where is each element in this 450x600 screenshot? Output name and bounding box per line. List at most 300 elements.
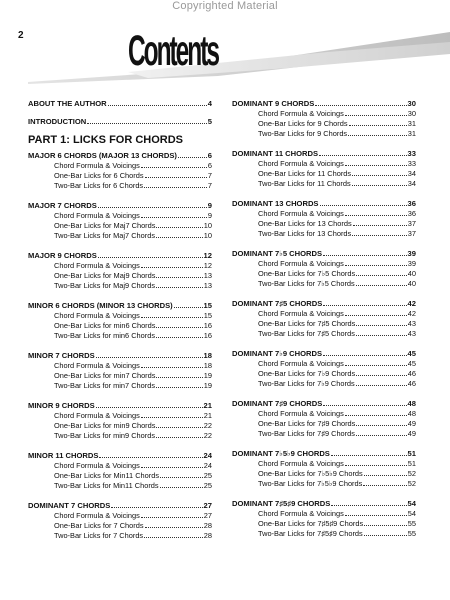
toc-entry-label: One-Bar Licks for 9 Chords xyxy=(258,119,348,128)
dot-leader xyxy=(319,149,406,156)
toc-entry-label: Two-Bar Licks for 11 Chords xyxy=(258,179,351,188)
toc-entry-label: MAJOR 6 CHORDS (MAJOR 13 CHORDS) xyxy=(28,151,177,160)
toc-sub-entry xyxy=(28,411,212,421)
toc-sub-entry xyxy=(232,159,416,169)
dot-leader xyxy=(353,219,407,226)
toc-entry-label: DOMINANT 11 CHORDS xyxy=(232,149,319,158)
toc-sub-entry xyxy=(232,459,416,469)
toc-entry-page: 28 xyxy=(203,531,212,540)
toc-section-heading xyxy=(28,201,212,211)
dot-leader xyxy=(363,479,406,486)
toc-entry-label: Chord Formula & Voicings xyxy=(258,159,344,168)
toc-section xyxy=(28,401,212,441)
dot-leader xyxy=(364,519,407,526)
toc-entry-page: 51 xyxy=(407,449,416,458)
dot-leader xyxy=(356,279,407,286)
dot-leader xyxy=(144,531,203,538)
toc-entry-label: Two-Bar Licks for Maj9 Chords xyxy=(54,281,156,290)
toc-entry-page: 33 xyxy=(407,149,416,158)
toc-section xyxy=(232,149,416,189)
toc-section xyxy=(28,201,212,241)
toc-left-column xyxy=(28,99,212,551)
toc-entry-label: Two-Bar Licks for Maj7 Chords xyxy=(54,231,156,240)
toc-section xyxy=(232,99,416,139)
dot-leader xyxy=(345,209,407,216)
dot-leader xyxy=(96,351,203,358)
toc-sub-entry xyxy=(28,431,212,441)
dot-leader xyxy=(111,501,202,508)
toc-entry-label: Chord Formula & Voicings xyxy=(54,361,140,370)
toc-sub-entry xyxy=(28,171,212,181)
toc-sub-entry xyxy=(232,219,416,229)
toc-entry-label: One-Bar Licks for Maj7 Chords xyxy=(54,221,156,230)
toc-entry-label: Chord Formula & Voicings xyxy=(54,411,140,420)
dot-leader xyxy=(331,449,407,456)
dot-leader xyxy=(141,361,203,368)
toc-entry-label: Chord Formula & Voicings xyxy=(54,211,140,220)
toc-section-heading xyxy=(28,151,212,161)
toc-entry-label: One-Bar Licks for 7♯9 Chords xyxy=(258,419,356,428)
toc-section-heading xyxy=(232,299,416,309)
dot-leader xyxy=(156,431,203,438)
toc-section xyxy=(232,449,416,489)
toc-section-heading xyxy=(232,249,416,259)
toc-entry-label: DOMINANT 7♭5♭9 CHORDS xyxy=(232,449,330,458)
toc-section xyxy=(28,251,212,291)
toc-sub-entry xyxy=(28,531,212,541)
toc-sub-entry xyxy=(28,481,212,491)
toc-sub-entry xyxy=(232,269,416,279)
toc-entry-page: 52 xyxy=(407,469,416,478)
toc-entry-label: Two-Bar Licks for 7 Chords xyxy=(54,531,144,540)
dot-leader xyxy=(349,119,407,126)
dot-leader xyxy=(99,451,202,458)
toc-entry-page: 13 xyxy=(203,271,212,280)
toc-entry-label: Chord Formula & Voicings xyxy=(258,209,344,218)
toc-section xyxy=(232,499,416,539)
dot-leader xyxy=(331,499,406,506)
toc-entry-label: Two-Bar Licks for 13 Chords xyxy=(258,229,352,238)
toc-entry-label: Chord Formula & Voicings xyxy=(258,309,344,318)
toc-entry-page: 12 xyxy=(203,251,212,260)
toc-sub-entry xyxy=(232,109,416,119)
toc-sub-entry xyxy=(28,271,212,281)
dot-leader xyxy=(345,409,407,416)
toc-entry-page: 15 xyxy=(203,311,212,320)
dot-leader xyxy=(98,201,207,208)
toc-entry-page: 52 xyxy=(407,479,416,488)
toc-entry-page: 48 xyxy=(407,409,416,418)
toc-entry-label: Two-Bar Licks for 7♯5♯9 Chords xyxy=(258,529,363,538)
toc-section xyxy=(28,301,212,341)
toc-entry-page: 42 xyxy=(407,309,416,318)
dot-leader xyxy=(315,99,406,106)
toc-entry-page: 55 xyxy=(407,529,416,538)
toc-sub-entry xyxy=(28,161,212,171)
dot-leader xyxy=(345,109,407,116)
toc-sub-entry xyxy=(232,419,416,429)
toc-sub-entry xyxy=(232,509,416,519)
toc-section-heading xyxy=(28,451,212,461)
toc-entry-label: Chord Formula & Voicings xyxy=(258,509,344,518)
toc-section xyxy=(232,349,416,389)
toc-entry-page: 25 xyxy=(203,481,212,490)
toc-sub-entry xyxy=(232,529,416,539)
toc-entry-label: MINOR 7 CHORDS xyxy=(28,351,95,360)
toc-section-heading xyxy=(28,401,212,411)
toc-entry-page: 25 xyxy=(203,471,212,480)
toc-entry-label: One-Bar Licks for 7♭5 Chords xyxy=(258,269,356,278)
toc-entry-label: DOMINANT 7 CHORDS xyxy=(28,501,111,510)
toc-entry-page: 16 xyxy=(203,331,212,340)
toc-entry-page: 36 xyxy=(407,209,416,218)
toc-entry-page: 40 xyxy=(407,269,416,278)
dot-leader xyxy=(348,129,407,136)
toc-entry-label: One-Bar Licks for Min11 Chords xyxy=(54,471,160,480)
toc-entry-label: Two-Bar Licks for 7♯5 Chords xyxy=(258,329,355,338)
toc-entry-page: 5 xyxy=(207,117,212,126)
banner-swoosh-graphic xyxy=(28,22,450,84)
toc-entry-page: 46 xyxy=(407,379,416,388)
dot-leader xyxy=(356,429,407,436)
toc-entry-page: 22 xyxy=(203,421,212,430)
toc-entry-page: 9 xyxy=(207,201,212,210)
toc-entry-label: MINOR 9 CHORDS xyxy=(28,401,95,410)
toc-entry-page: 37 xyxy=(407,219,416,228)
toc-entry-label: One-Bar Licks for 7♭9 Chords xyxy=(258,369,356,378)
toc-sub-entry xyxy=(232,309,416,319)
toc-entry-page: 21 xyxy=(203,401,212,410)
toc-sub-entry xyxy=(232,279,416,289)
toc-entry-label: DOMINANT 9 CHORDS xyxy=(232,99,315,108)
toc-entry-page: 7 xyxy=(207,171,212,180)
toc-entry-label: Chord Formula & Voicings xyxy=(258,109,344,118)
toc-sub-entry xyxy=(28,361,212,371)
dot-leader xyxy=(156,281,203,288)
toc-entry-page: 24 xyxy=(203,461,212,470)
toc-section-heading xyxy=(28,501,212,511)
toc-sub-entry xyxy=(28,381,212,391)
toc-sub-entry xyxy=(232,119,416,129)
toc-entry-page: 31 xyxy=(407,129,416,138)
toc-sub-entry xyxy=(28,211,212,221)
dot-leader xyxy=(323,249,406,256)
toc-entry-page: 28 xyxy=(203,521,212,530)
dot-leader xyxy=(141,461,203,468)
toc-entry-page: 54 xyxy=(407,499,416,508)
dot-leader xyxy=(345,509,407,516)
dot-leader xyxy=(156,221,202,228)
toc-entry-page: 33 xyxy=(407,159,416,168)
toc-entry-label: Chord Formula & Voicings xyxy=(258,259,344,268)
toc-entry-page: 30 xyxy=(407,99,416,108)
dot-leader xyxy=(141,511,203,518)
toc-entry-label: Chord Formula & Voicings xyxy=(54,311,140,320)
dot-leader xyxy=(345,159,407,166)
toc-entry-label: MINOR 11 CHORDS xyxy=(28,451,99,460)
toc-entry-page: 39 xyxy=(407,249,416,258)
toc-section xyxy=(232,199,416,239)
toc-section-heading xyxy=(28,351,212,361)
toc-entry-page: 12 xyxy=(203,261,212,270)
toc-entry-page: 48 xyxy=(407,399,416,408)
toc-top-entry xyxy=(28,99,212,109)
toc-entry-page: 24 xyxy=(203,451,212,460)
dot-leader xyxy=(156,231,203,238)
toc-entry-page: 10 xyxy=(203,221,212,230)
toc-sub-entry xyxy=(28,181,212,191)
toc-sub-entry xyxy=(232,169,416,179)
toc-section-heading xyxy=(232,99,416,109)
toc-entry-label: DOMINANT 7♭5 CHORDS xyxy=(232,249,323,258)
toc-entry-label: MAJOR 9 CHORDS xyxy=(28,251,97,260)
toc-entry-page: 40 xyxy=(407,279,416,288)
dot-leader xyxy=(145,171,207,178)
dot-leader xyxy=(98,251,203,258)
dot-leader xyxy=(364,529,407,536)
toc-entry-label: One-Bar Licks for 6 Chords xyxy=(54,171,144,180)
toc-entry-label: One-Bar Licks for min9 Chords xyxy=(54,421,156,430)
toc-sub-entry xyxy=(232,409,416,419)
toc-section-heading xyxy=(232,399,416,409)
part-heading: PART 1: LICKS FOR CHORDS xyxy=(28,134,184,146)
toc-entry-page: 55 xyxy=(407,519,416,528)
toc-entry-label: Two-Bar Licks for 6 Chords xyxy=(54,181,144,190)
toc-entry-page: 30 xyxy=(407,109,416,118)
dot-leader xyxy=(141,161,207,168)
toc-entry-label: One-Bar Licks for Maj9 Chords xyxy=(54,271,156,280)
toc-section-heading xyxy=(232,449,416,459)
dot-leader xyxy=(352,169,407,176)
toc-sub-entry xyxy=(28,231,212,241)
toc-sub-entry xyxy=(28,321,212,331)
toc-entry-page: 21 xyxy=(203,411,212,420)
toc-section-heading xyxy=(232,499,416,509)
toc-entry-label: DOMINANT 7♭9 CHORDS xyxy=(232,349,323,358)
toc-entry-page: 4 xyxy=(207,99,212,108)
dot-leader xyxy=(87,117,207,124)
toc-entry-page: 9 xyxy=(207,211,212,220)
toc-entry-label: One-Bar Licks for min7 Chords xyxy=(54,371,156,380)
toc-entry-label: Two-Bar Licks for 7♭5 Chords xyxy=(258,279,355,288)
title-banner xyxy=(28,22,450,84)
dot-leader xyxy=(356,269,407,276)
toc-sub-entry xyxy=(28,261,212,271)
toc-sub-entry xyxy=(232,469,416,479)
toc-entry-label: ABOUT THE AUTHOR xyxy=(28,99,107,108)
toc-sub-entry xyxy=(28,421,212,431)
toc-entry-page: 18 xyxy=(203,361,212,370)
toc-entry-label: Two-Bar Licks for 7♯9 Chords xyxy=(258,429,355,438)
toc-entry-page: 45 xyxy=(407,359,416,368)
toc-sub-entry xyxy=(232,429,416,439)
toc-entry-page: 6 xyxy=(207,161,212,170)
dot-leader xyxy=(356,419,406,426)
toc-entry-page: 37 xyxy=(407,229,416,238)
toc-entry-label: Two-Bar Licks for 7♭9 Chords xyxy=(258,379,355,388)
dot-leader xyxy=(364,469,407,476)
toc-entry-page: 10 xyxy=(203,231,212,240)
dot-leader xyxy=(108,99,207,106)
toc-entry-page: 19 xyxy=(203,371,212,380)
dot-leader xyxy=(356,319,406,326)
toc-entry-label: MAJOR 7 CHORDS xyxy=(28,201,97,210)
toc-sub-entry xyxy=(232,129,416,139)
toc-section-heading xyxy=(232,349,416,359)
toc-entry-page: 49 xyxy=(407,419,416,428)
dot-leader xyxy=(320,199,407,206)
dot-leader xyxy=(345,309,407,316)
toc-entry-label: Two-Bar Licks for Min11 Chords xyxy=(54,481,159,490)
toc-sub-entry xyxy=(28,281,212,291)
dot-leader xyxy=(96,401,203,408)
toc-entry-label: Chord Formula & Voicings xyxy=(258,459,344,468)
toc-entry-label: Two-Bar Licks for min6 Chords xyxy=(54,331,156,340)
dot-leader xyxy=(345,459,407,466)
toc-entry-page: 34 xyxy=(407,179,416,188)
toc-entry-page: 6 xyxy=(207,151,212,160)
toc-section xyxy=(28,151,212,191)
dot-leader xyxy=(141,311,203,318)
dot-leader xyxy=(141,411,203,418)
toc-entry-label: Chord Formula & Voicings xyxy=(54,461,140,470)
toc-entry-page: 46 xyxy=(407,369,416,378)
dot-leader xyxy=(156,421,202,428)
dot-leader xyxy=(156,331,203,338)
toc-section xyxy=(232,399,416,439)
dot-leader xyxy=(323,349,406,356)
toc-sub-entry xyxy=(232,319,416,329)
dot-leader xyxy=(160,481,203,488)
dot-leader xyxy=(323,299,406,306)
toc-entry-label: One-Bar Licks for 7 Chords xyxy=(54,521,144,530)
toc-entry-page: 22 xyxy=(203,431,212,440)
toc-entry-page: 43 xyxy=(407,319,416,328)
toc-entry-label: Chord Formula & Voicings xyxy=(54,161,140,170)
toc-entry-page: 51 xyxy=(407,459,416,468)
toc-entry-page: 34 xyxy=(407,169,416,178)
toc-sub-entry xyxy=(232,259,416,269)
toc-entry-page: 42 xyxy=(407,299,416,308)
toc-sub-entry xyxy=(28,521,212,531)
toc-entry-page: 15 xyxy=(203,301,212,310)
toc-entry-label: DOMINANT 7♯5♯9 CHORDS xyxy=(232,499,331,508)
dot-leader xyxy=(323,399,406,406)
dot-leader xyxy=(356,379,407,386)
dot-leader xyxy=(345,259,407,266)
toc-entry-page: 18 xyxy=(203,351,212,360)
toc-sub-entry xyxy=(28,371,212,381)
toc-sub-entry xyxy=(232,519,416,529)
toc-entry-page: 27 xyxy=(203,511,212,520)
dot-leader xyxy=(156,371,202,378)
toc-entry-label: One-Bar Licks for 7♯5 Chords xyxy=(258,319,356,328)
toc-top-entry xyxy=(28,117,212,127)
dot-leader xyxy=(356,329,407,336)
toc-entry-label: INTRODUCTION xyxy=(28,117,87,126)
toc-sub-entry xyxy=(232,479,416,489)
dot-leader xyxy=(178,151,207,158)
toc-sub-entry xyxy=(232,329,416,339)
toc-entry-label: Two-Bar Licks for min9 Chords xyxy=(54,431,156,440)
toc-entry-page: 13 xyxy=(203,281,212,290)
dot-leader xyxy=(141,211,207,218)
toc-section xyxy=(232,249,416,289)
toc-entry-page: 7 xyxy=(207,181,212,190)
dot-leader xyxy=(356,369,407,376)
page-number: 2 xyxy=(18,30,24,41)
dot-leader xyxy=(144,181,207,188)
toc-entry-label: DOMINANT 7♯5 CHORDS xyxy=(232,299,323,308)
toc-entry-label: Chord Formula & Voicings xyxy=(54,261,140,270)
dot-leader xyxy=(141,261,203,268)
toc-sub-entry xyxy=(232,209,416,219)
toc-entry-label: DOMINANT 7♯9 CHORDS xyxy=(232,399,323,408)
toc-entry-page: 45 xyxy=(407,349,416,358)
dot-leader xyxy=(352,229,407,236)
toc-section-heading xyxy=(232,199,416,209)
toc-entry-label: MINOR 6 CHORDS (MINOR 13 CHORDS) xyxy=(28,301,173,310)
toc-sub-entry xyxy=(28,461,212,471)
toc-sub-entry xyxy=(232,359,416,369)
toc-sub-entry xyxy=(232,369,416,379)
toc-section xyxy=(28,451,212,491)
toc-entry-label: One-Bar Licks for 11 Chords xyxy=(258,169,352,178)
copyright-watermark: Copyrighted Material xyxy=(172,0,278,12)
toc-entry-page: 16 xyxy=(203,321,212,330)
toc-sub-entry xyxy=(28,221,212,231)
toc-section-heading xyxy=(232,149,416,159)
page-title: Contents xyxy=(128,27,218,75)
dot-leader xyxy=(160,471,203,478)
toc-sub-entry xyxy=(232,179,416,189)
toc-sub-entry xyxy=(232,379,416,389)
toc-section xyxy=(28,351,212,391)
dot-leader xyxy=(145,521,203,528)
toc-entry-label: Two-Bar Licks for min7 Chords xyxy=(54,381,156,390)
dot-leader xyxy=(156,321,202,328)
toc-section-heading xyxy=(28,251,212,261)
dot-leader xyxy=(156,271,202,278)
toc-sub-entry xyxy=(28,511,212,521)
toc-right-column xyxy=(232,99,416,549)
toc-sub-entry xyxy=(28,331,212,341)
dot-leader xyxy=(174,301,203,308)
toc-section xyxy=(28,501,212,541)
toc-entry-label: Chord Formula & Voicings xyxy=(54,511,140,520)
dot-leader xyxy=(345,359,407,366)
dot-leader xyxy=(352,179,407,186)
toc-entry-page: 39 xyxy=(407,259,416,268)
toc-entry-label: One-Bar Licks for min6 Chords xyxy=(54,321,156,330)
toc-sub-entry xyxy=(28,311,212,321)
toc-sub-entry xyxy=(232,229,416,239)
toc-entry-label: Two-Bar Licks for 7♭5♭9 Chords xyxy=(258,479,363,488)
toc-entry-page: 27 xyxy=(203,501,212,510)
toc-section-heading xyxy=(28,301,212,311)
toc-entry-page: 43 xyxy=(407,329,416,338)
dot-leader xyxy=(156,381,203,388)
toc-sub-entry xyxy=(28,471,212,481)
toc-entry-page: 36 xyxy=(407,199,416,208)
toc-entry-page: 49 xyxy=(407,429,416,438)
toc-entry-page: 31 xyxy=(407,119,416,128)
toc-entry-label: DOMINANT 13 CHORDS xyxy=(232,199,319,208)
toc-entry-page: 54 xyxy=(407,509,416,518)
toc-entry-label: Chord Formula & Voicings xyxy=(258,359,344,368)
toc-entry-label: Two-Bar Licks for 9 Chords xyxy=(258,129,348,138)
toc-entry-label: One-Bar Licks for 13 Chords xyxy=(258,219,352,228)
